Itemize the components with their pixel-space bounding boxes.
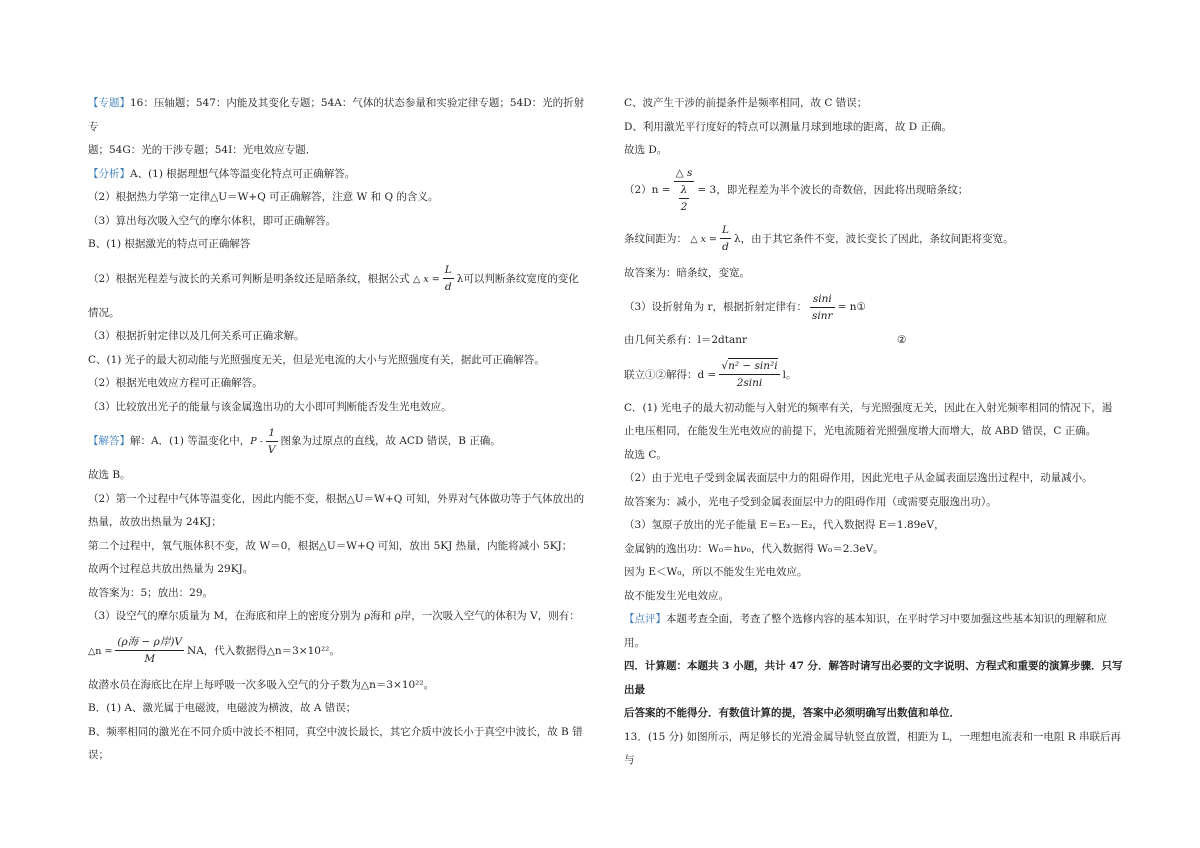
answer-l4: 第二个过程中，氧气瓶体积不变，故 W＝0，根据△U＝W+Q 可知，放出 5KJ 热量，内能将减小 5KJ； (88, 539, 573, 552)
answer-post: 图象为过原点的直线，故 ACD 错误，B 正确。 (280, 435, 501, 447)
section-heading-2: 后答案的不能得分．有数值计算的提，答案中必须明确写出数值和单位． (624, 707, 960, 719)
fraction-delta-n: $\frac{\text{(ρ海 − ρ岸)V}}{M}$ (117, 636, 183, 665)
fraction-delta-s-over-half-lambda: $\frac{\triangle s}{\frac{\lambda}{2}}$ (675, 166, 693, 213)
analysis-text: A、(1) 根据理想气体等温变化特点可正确解答。 (130, 167, 356, 180)
right-r3: 故选 D。 (624, 144, 668, 156)
r9-post: l。 (782, 368, 797, 381)
r8-mark: ② (897, 334, 907, 346)
fraction-l-over-d: $\frac{L}{d}$ (444, 264, 452, 293)
b2-pre: （2）根据光程差与波长的关系可判断是明条纹还是暗条纹，根据公式 (88, 272, 410, 285)
answer-line (88, 419, 593, 464)
answer-l1: 故选 B。 (88, 469, 131, 481)
analysis-label: 【分析】 (88, 167, 130, 180)
right-r12: 故选 C。 (624, 448, 667, 461)
topic-line (88, 92, 593, 139)
topic-text: 16：压轴题；547：内能及其变化专题；54A：气体的状态参量和实验定律专题；54D：光的折射专 (88, 97, 585, 133)
answer-p: P - (250, 436, 263, 447)
fraction-l-over-d-2: $\frac{L}{d}$ (722, 224, 729, 253)
r5-pre: 条纹间距为： (624, 232, 687, 245)
right-r2: D、利用激光平行度好的特点可以测量月球到地球的距离，故 D 正确。 (624, 120, 953, 133)
right-r17: 因为 E＜W₀，所以不能发生光电效应。 (624, 566, 808, 578)
answer-l6: 故答案为：5；放出：29。 (88, 586, 214, 599)
b2-post: λ可以判断条纹宽度的变化 (456, 272, 579, 285)
answer-l5: 故两个过程总共放出热量为 29KJ。 (88, 563, 254, 575)
left-column (88, 92, 593, 768)
answer-l11: B、频率相同的激光在不同介质中波长不相同，真空中波长最长，其它介质中波长小于真空中波长，故 B 错 (88, 725, 583, 738)
right-column (624, 92, 1129, 773)
right-r5 (624, 217, 1129, 262)
comment-tail: 用。 (624, 636, 645, 649)
analysis-b2-tail: 情况。 (88, 306, 120, 319)
right-r1: C、波产生干涉的前提条件是频率相同，故 C 错误； (624, 97, 868, 109)
topic-line-2: 题；54G：光的干涉专题；54I：光电效应专题． (88, 144, 317, 156)
topic-label: 【专题】 (88, 97, 130, 109)
right-r10: C．(1) 光电子的最大初动能与入射光的频率有关，与光照强度无关，因此在入射光频率相同的情况下，遏 (624, 401, 1113, 414)
right-r14: 故答案为：减小，光电子受到金属表面层中力的阻碍作用（或需要克服逸出功）。 (624, 495, 997, 508)
answer-l3: 热量，故放出热量为 24KJ； (88, 516, 222, 528)
right-r4 (624, 163, 1129, 217)
analysis-c3: （3）比较放出光子的能量与该金属逸出功的大小即可判断能否发生光电效应。 (88, 400, 452, 413)
r7-post: = n① (837, 301, 866, 313)
r7-pre: （3）设折射角为 r，根据折射定律有： (624, 301, 808, 313)
answer-l12: 误； (88, 749, 109, 761)
section-heading-1: 四．计算题：本题共 3 小题，共计 47 分．解答时请写出必要的文字说明、方程式和重要的演算步骤．只写出最 (624, 660, 1123, 696)
answer-l2: （2）第一个过程中气体等温变化，因此内能不变，根据△U＝W+Q 可知，外界对气体做功等于气体放出的 (88, 492, 585, 505)
analysis-c2: （2）根据光电效应方程可正确解答。 (88, 377, 263, 389)
answer-label: 【解答】 (88, 435, 130, 447)
right-r7 (624, 285, 1129, 329)
right-r11: 止电压相同，在能发生光电效应的前提下，光电流随着光照强度增大而增大，故 ABD 错误，C 正确。 (624, 425, 1097, 437)
analysis-line (88, 163, 593, 187)
analysis-b2 (88, 257, 593, 302)
fraction-d-formula: $\frac{\text{√n² − sin²i}}{2\sin i}$ (721, 360, 778, 389)
r5-formula: △ x = (690, 233, 718, 245)
r8-text: 由几何关系有：l＝2dtanr (624, 334, 748, 346)
fraction-1-over-v: $\frac{1}{V}$ (267, 426, 276, 456)
analysis-a3: （3）算出每次吸入空气的摩尔体积，即可正确解答。 (88, 214, 337, 227)
answer-l8 (88, 629, 593, 674)
analysis-b3: （3）根据折射定律以及几何关系可正确求解。 (88, 330, 305, 342)
l8-post: NA，代入数据得△n＝3×10²²。 (187, 644, 340, 657)
l8-pre: △n = (88, 645, 113, 657)
answer-l9: 故潜水员在海底比在岸上每呼吸一次多吸入空气的分子数为△n＝3×10²²。 (88, 678, 435, 691)
right-r18: 故不能发生光电效应。 (624, 589, 729, 602)
right-r16: 金属钠的逸出功：W₀＝hν₀，代入数据得 W₀＝2.3eV。 (624, 542, 884, 555)
answer-pre: 解：A．(1) 等温变化中， (130, 435, 251, 447)
r9-pre: 联立①②解得：d = (624, 368, 717, 381)
question-13: 13．(15 分) 如图所示，两足够长的光滑金属导轨竖直放置，相距为 L，一理想电流表和一电阻 R 串联后再与 (624, 730, 1121, 766)
right-r15: （3）氢原子放出的光子能量 E＝E₃－E₂，代入数据得 E＝1.89eV， (624, 519, 945, 531)
right-r9 (624, 353, 1129, 397)
fraction-sini-over-sinr: $\frac{\sin i}{\sin r}$ (812, 292, 833, 322)
answer-l7: （3）设空气的摩尔质量为 M，在海底和岸上的密度分别为 ρ海和 ρ岸，一次吸入空气的体积为 V，则有： (88, 610, 580, 622)
r4-post: = 3，即光程差为半个波长的奇数倍，因此将出现暗条纹； (697, 183, 969, 196)
right-r8 (624, 329, 1129, 353)
right-r13: （2）由于光电子受到金属表面层中力的阻碍作用，因此光电子从金属表面层逸出过程中，动量减小。 (624, 472, 1093, 484)
comment-text: 本题考查全面，考查了整个选修内容的基本知识，在平时学习中要加强这些基本知识的理解和应 (666, 613, 1107, 625)
comment-label: 【点评】 (624, 613, 666, 625)
analysis-a2: （2）根据热力学第一定律△U＝W+Q 可正确解答，注意 W 和 Q 的含义。 (88, 191, 439, 203)
analysis-c1: C、(1) 光子的最大初动能与光照强度无关，但是光电流的大小与光照强度有关，据此可正确解答。 (88, 353, 545, 366)
right-r6: 故答案为：暗条纹，变宽。 (624, 266, 750, 279)
b2-formula: △ x = (413, 273, 440, 285)
analysis-b1: B、(1) 根据激光的特点可正确解答 (88, 238, 251, 250)
r4-pre: （2）n = (624, 183, 671, 196)
comment-line (624, 608, 1129, 632)
r5-post: λ，由于其它条件不变，波长变长了因此，条纹间距将变宽。 (734, 232, 1014, 245)
answer-l10: B．(1) A、激光属于电磁波，电磁波为横波，故 A 错误； (88, 702, 357, 714)
